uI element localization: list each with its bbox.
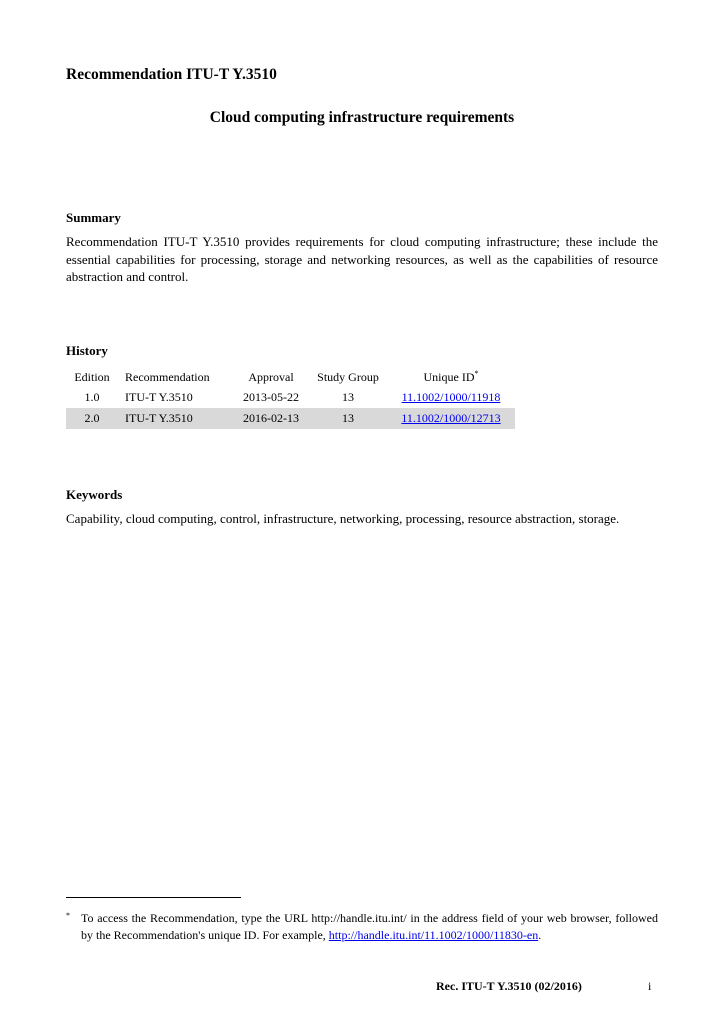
footer-reference: Rec. ITU-T Y.3510 (02/2016) bbox=[436, 979, 582, 993]
unique-id-link[interactable]: 11.1002/1000/11918 bbox=[401, 390, 501, 405]
cell-study-group: 13 bbox=[342, 390, 354, 405]
column-header-unique-id bbox=[387, 367, 515, 388]
footnote-body bbox=[81, 910, 658, 943]
cell-recommendation: ITU-T Y.3510 bbox=[125, 390, 193, 405]
page-number: i bbox=[648, 979, 652, 993]
keywords-heading: Keywords bbox=[66, 487, 123, 502]
history-table bbox=[66, 367, 515, 429]
column-header-recommendation: Recommendation bbox=[125, 369, 210, 384]
recommendation-number: Recommendation ITU-T Y.3510 bbox=[66, 66, 277, 83]
column-header-approval: Approval bbox=[248, 369, 294, 384]
column-header-edition: Edition bbox=[74, 369, 110, 384]
summary-text: Recommendation ITU-T Y.3510 provides requirements for cloud computing infrastructure; these include the essential capabilities for processing, storage and networking resources, as well as the capabilities of resource abstraction and control. bbox=[66, 234, 658, 284]
cell-study-group: 13 bbox=[309, 408, 387, 429]
table-row bbox=[66, 408, 515, 429]
footnote-reference-mark: * bbox=[474, 368, 479, 378]
footnote-mark: * bbox=[66, 911, 70, 920]
unique-id-link[interactable]: 11.1002/1000/12713 bbox=[401, 410, 501, 425]
cell-unique-id bbox=[387, 408, 515, 429]
footnote bbox=[66, 910, 658, 943]
cell-unique-id bbox=[387, 388, 515, 409]
table-row bbox=[66, 388, 515, 409]
column-header-study-group: Study Group bbox=[317, 369, 379, 384]
footnote-suffix: . bbox=[538, 927, 542, 942]
history-table-header-row bbox=[66, 367, 515, 388]
unique-id-label: Unique ID bbox=[423, 369, 475, 384]
footnote-text: To access the Recommendation, type the URL http://handle.itu.int/ in the address field of your web browser, followed by the Recommendation's unique ID. For example, bbox=[81, 911, 658, 942]
footnote-separator bbox=[66, 897, 241, 898]
keywords-text: Capability, cloud computing, control, infrastructure, networking, processing, resource abstraction, storage. bbox=[66, 511, 620, 526]
cell-edition: 1.0 bbox=[84, 390, 100, 405]
cell-approval: 2013-05-22 bbox=[243, 390, 299, 405]
document-title: Cloud computing infrastructure requirements bbox=[209, 109, 515, 126]
summary-heading: Summary bbox=[66, 210, 121, 225]
history-heading: History bbox=[66, 343, 108, 358]
cell-recommendation: ITU-T Y.3510 bbox=[118, 408, 233, 429]
cell-edition: 2.0 bbox=[66, 408, 118, 429]
cell-approval: 2016-02-13 bbox=[233, 408, 309, 429]
footnote-example-link[interactable]: http://handle.itu.int/11.1002/1000/11830-en bbox=[328, 927, 539, 942]
